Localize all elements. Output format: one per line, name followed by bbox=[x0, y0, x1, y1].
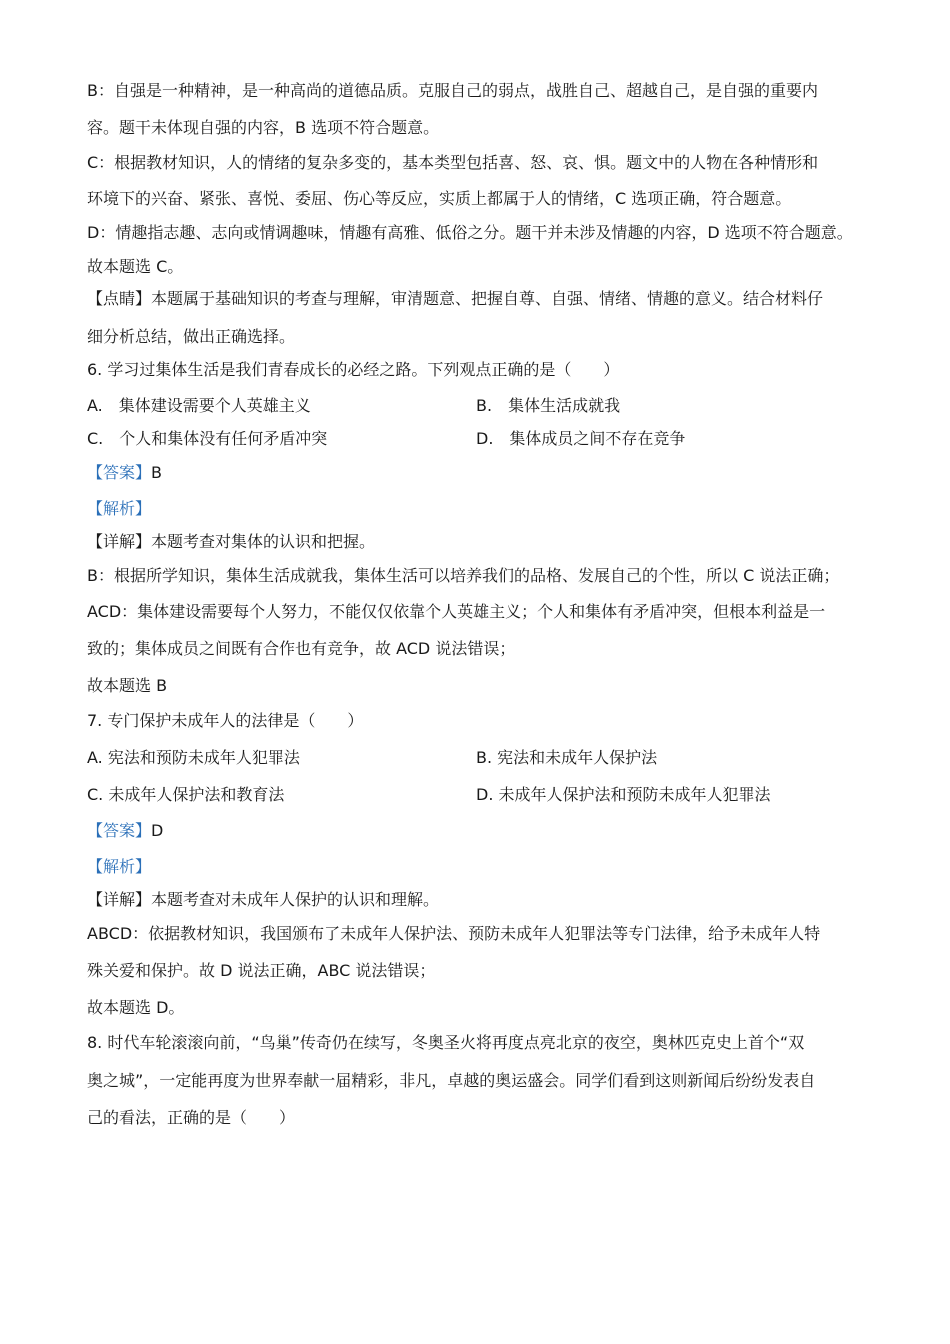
question-7-analysis-tag: 【解析】 bbox=[87, 857, 152, 876]
question-6-option-a: A. 集体建设需要个人英雄主义 bbox=[87, 396, 311, 415]
question-8-stem-line-3: 己的看法，正确的是（ ） bbox=[87, 1108, 296, 1127]
explanation-b-line-2: 容。题干未体现自强的内容，B 选项不符合题意。 bbox=[87, 118, 440, 137]
answer-value: D bbox=[151, 821, 164, 840]
question-6-option-d: D. 集体成员之间不存在竞争 bbox=[476, 429, 686, 448]
question-6-stem: 6. 学习过集体生活是我们青春成长的必经之路。下列观点正确的是（ ） bbox=[87, 360, 620, 379]
question-8-stem-line-1: 8. 时代车轮滚滚向前，“鸟巢”传奇仍在续写，冬奥圣火将再度点亮北京的夜空，奥林匹克史上首个“双 bbox=[87, 1033, 805, 1052]
explanation-d-line-1: D：情趣指志趣、志向或情调趣味，情趣有高雅、低俗之分。题干并未涉及情趣的内容，D 选项不符合题意。 bbox=[87, 223, 853, 242]
question-6-answer bbox=[87, 462, 162, 484]
question-7-answer bbox=[87, 820, 163, 842]
answer-value: B bbox=[151, 463, 162, 482]
comment-line-1: 【点睛】本题属于基础知识的考查与理解，审清题意、把握自尊、自强、情绪、情趣的意义。结合材料仔 bbox=[87, 289, 824, 308]
comment-line-2: 细分析总结，做出正确选择。 bbox=[87, 327, 296, 346]
question-6-explanation-line-3: 致的；集体成员之间既有合作也有竞争，故 ACD 说法错误； bbox=[87, 639, 516, 658]
question-6-explanation-line-1: B：根据所学知识，集体生活成就我，集体生活可以培养我们的品格、发展自己的个性，所以 C 说法正确； bbox=[87, 566, 840, 585]
question-6-analysis-tag: 【解析】 bbox=[87, 499, 152, 518]
question-7-explanation-line-2: 殊关爱和保护。故 D 说法正确，ABC 说法错误； bbox=[87, 961, 436, 980]
explanation-conclusion: 故本题选 C。 bbox=[87, 257, 184, 276]
question-7-option-d: D. 未成年人保护法和预防未成年人犯罪法 bbox=[476, 785, 771, 804]
answer-tag: 【答案】 bbox=[87, 463, 152, 482]
question-7-option-c: C. 未成年人保护法和教育法 bbox=[87, 785, 285, 804]
question-7-option-a: A. 宪法和预防未成年人犯罪法 bbox=[87, 748, 300, 767]
explanation-b-line-1: B：自强是一种精神，是一种高尚的道德品质。克服自己的弱点，战胜自己、超越自己，是自强的重要内 bbox=[87, 81, 818, 100]
question-8-stem-line-2: 奥之城”，一定能再度为世界奉献一届精彩，非凡，卓越的奥运盛会。同学们看到这则新闻后纷纷发表自 bbox=[87, 1071, 816, 1090]
question-6-detail: 【详解】本题考查对集体的认识和把握。 bbox=[87, 532, 376, 551]
question-6-option-c: C. 个人和集体没有任何矛盾冲突 bbox=[87, 429, 328, 448]
explanation-c-line-1: C：根据教材知识，人的情绪的复杂多变的，基本类型包括喜、怒、哀、惧。题文中的人物在各种情形和 bbox=[87, 153, 819, 172]
question-7-detail: 【详解】本题考查对未成年人保护的认识和理解。 bbox=[87, 890, 440, 909]
question-7-option-b: B. 宪法和未成年人保护法 bbox=[476, 748, 658, 767]
question-6-explanation-line-2: ACD：集体建设需要每个人努力，不能仅仅依靠个人英雄主义；个人和集体有矛盾冲突，但根本利益是一 bbox=[87, 602, 826, 621]
explanation-c-line-2: 环境下的兴奋、紧张、喜悦、委屈、伤心等反应，实质上都属于人的情绪，C 选项正确，符合题意。 bbox=[87, 189, 792, 208]
answer-tag: 【答案】 bbox=[87, 821, 152, 840]
question-6-option-b: B. 集体生活成就我 bbox=[476, 396, 621, 415]
question-7-conclusion: 故本题选 D。 bbox=[87, 998, 185, 1017]
question-7-explanation-line-1: ABCD：依据教材知识，我国颁布了未成年人保护法、预防未成年人犯罪法等专门法律，给予未成年人特 bbox=[87, 924, 821, 943]
question-7-stem: 7. 专门保护未成年人的法律是（ ） bbox=[87, 711, 364, 730]
question-6-conclusion: 故本题选 B bbox=[87, 676, 168, 695]
